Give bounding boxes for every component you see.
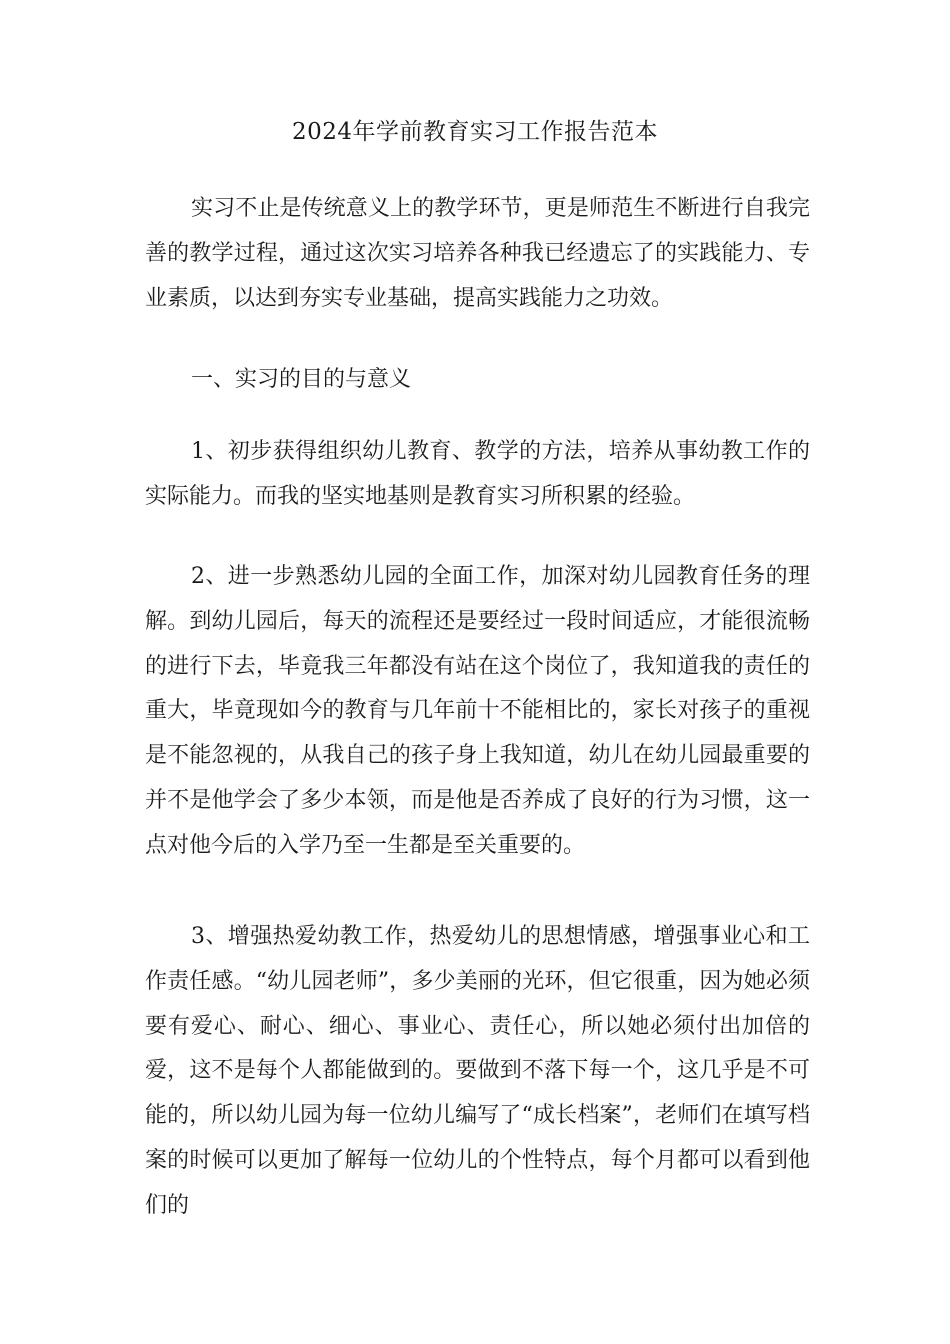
document-title: 2024年学前教育实习工作报告范本 [291,119,659,145]
paragraph-item-1: 1、初步获得组织幼儿教育、教学的方法，培养从事幼教工作的实际能力。而我的坚实地基则是教育实习所积累的经验。 [145,439,810,509]
paragraph-intro: 实习不止是传统意义上的教学环节，更是师范生不断进行自我完善的教学过程，通过这次实习培养各种我已经遗忘了的实践能力、专业素质，以达到夯实专业基础，提高实践能力之功效。 [145,196,810,311]
paragraph-item-3: 3、增强热爱幼教工作，热爱幼儿的思想情感，增强事业心和工作责任感。“幼儿园老师”，多少美丽的光环，但它很重，因为她必须要有爱心、耐心、细心、事业心、责任心，所以她必须付出加倍的爱，这不是每个人都能做到的。要做到不落下每一个，这几乎是不可能的，所以幼儿园为每一位幼儿编写了“成长档案”，老师们在填写档案的时候可以更加了解每一位幼儿的个性特点，每个月都可以看到他们的 [145,924,810,1218]
paragraph-item-2: 2、进一步熟悉幼儿园的全面工作，加深对幼儿园教育任务的理解。到幼儿园后，每天的流程还是要经过一段时间适应，才能很流畅的进行下去，毕竟我三年都没有站在这个岗位了，我知道我的责任的重大，毕竟现如今的教育与几年前十不能相比的，家长对孩子的重视是不能忽视的，从我自己的孩子身上我知道，幼儿在幼儿园最重要的并不是他学会了多少本领，而是他是否养成了良好的行为习惯，这一点对他今后的入学乃至一生都是至关重要的。 [145,564,810,858]
section-heading-purpose: 一、实习的目的与意义 [191,367,412,392]
